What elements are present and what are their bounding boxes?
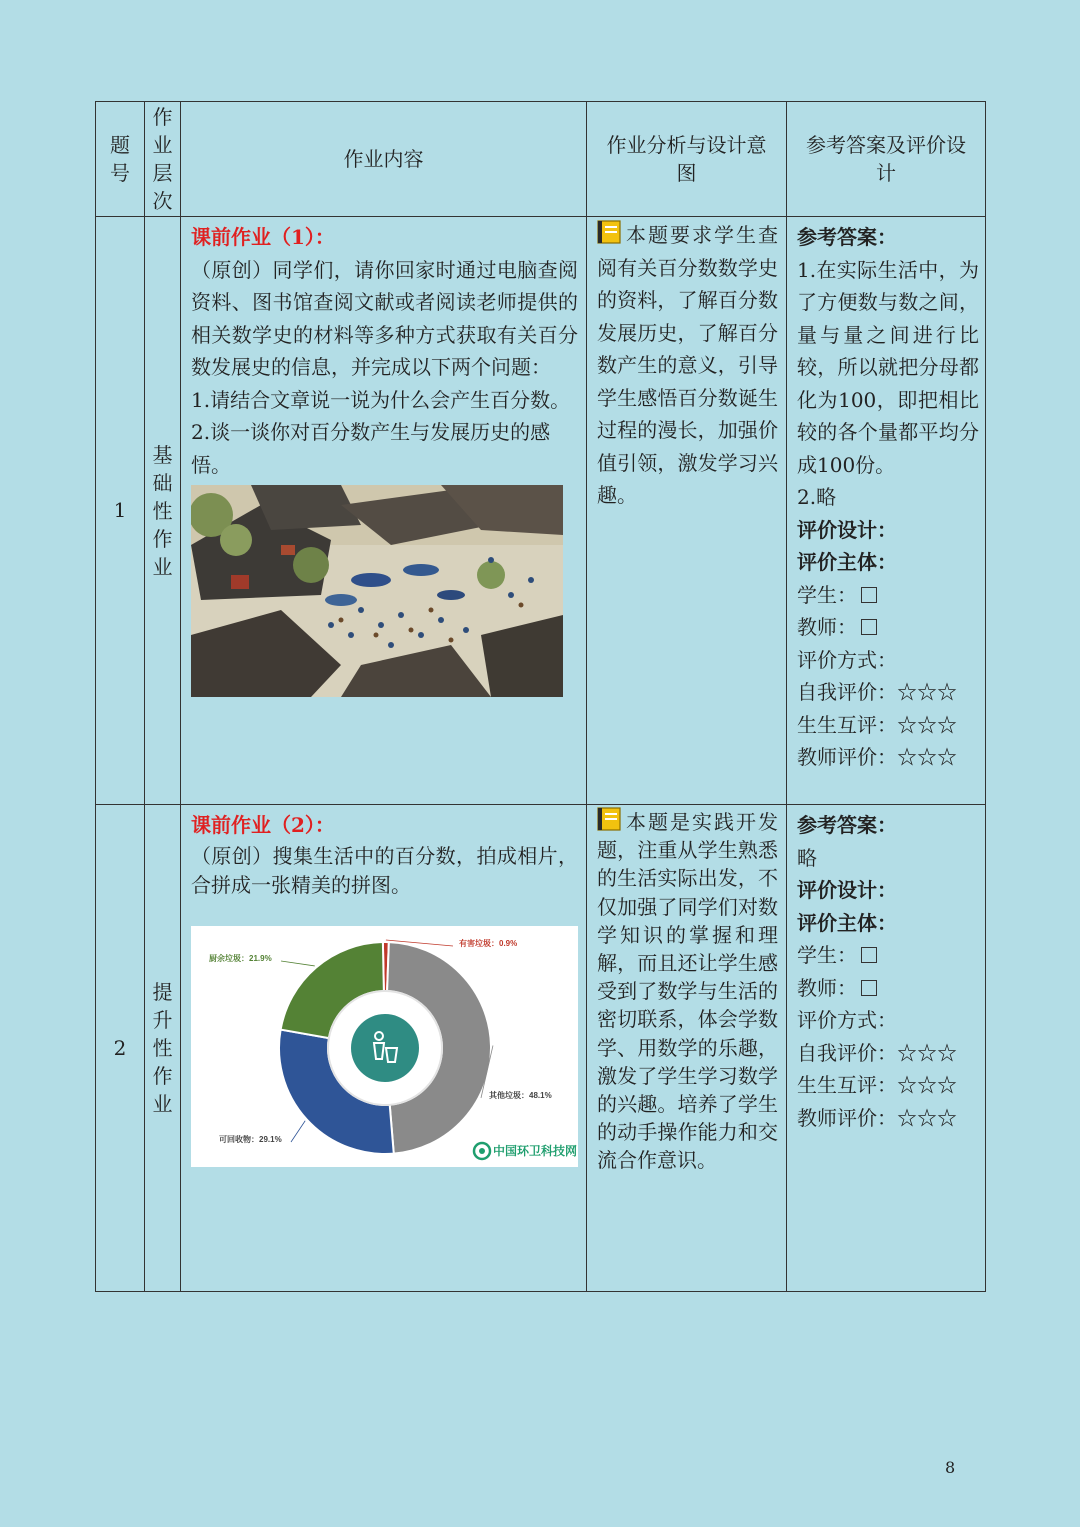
page-number: 8 xyxy=(945,1458,956,1477)
analysis-text: 本题是实践开发题，注重从学生熟悉的生活实际出发，不仅加强了同学们对数学知识的掌握和理解，而且还让学生感受到了数学与生活的密切联系，体会学数学、用数学的乐趣，激发了学生学习数学的兴趣。培养了学生的动手操作能力和交流合作意识。 xyxy=(597,810,778,1173)
student-checkbox[interactable] xyxy=(861,587,877,603)
row-content xyxy=(181,217,587,805)
row-content xyxy=(181,805,587,1292)
stacked-text: 作 业 层 次 xyxy=(152,105,173,213)
header-level xyxy=(145,102,181,217)
answer-2: 2.略 xyxy=(797,485,837,509)
eval-student: 学生： xyxy=(797,579,979,612)
question-2: 2.谈一谈你对百分数产生与发展历史的感悟。 xyxy=(191,420,551,477)
assignment-intro: （原创）搜集生活中的百分数，拍成相片，合拼成一张精美的拼图。 xyxy=(191,843,578,897)
row-answer xyxy=(787,217,986,805)
stacked-text: 提 升 性 作 业 xyxy=(152,980,173,1116)
pie-label: 可回收物：29.1% xyxy=(219,1134,282,1144)
teacher-eval: 教师评价：☆☆☆ xyxy=(797,745,957,769)
answer-title: 参考答案： xyxy=(797,813,897,837)
stacked-text: 题 号 xyxy=(110,133,130,185)
analysis-text: 本题要求学生查阅有关百分数数学史的资料，了解百分数发展历史，了解百分数产生的意义，引导学生感悟百分数诞生过程的漫长，加强价值引领，激发学习兴趣。 xyxy=(597,223,778,507)
row-analysis xyxy=(587,805,787,1292)
qingming-painting-image xyxy=(191,485,578,707)
garbage-pie-chart xyxy=(191,926,578,1177)
peer-eval: 生生互评：☆☆☆ xyxy=(797,712,957,737)
pie-label: 其他垃圾：48.1% xyxy=(489,1090,552,1100)
student-checkbox[interactable] xyxy=(861,947,877,963)
homework-table xyxy=(95,101,986,1292)
teacher-checkbox[interactable] xyxy=(861,619,877,635)
notebook-icon xyxy=(597,807,621,831)
self-eval: 自我评价：☆☆☆ xyxy=(797,1040,957,1065)
table-row xyxy=(96,217,986,805)
peer-eval: 生生互评：☆☆☆ xyxy=(797,1073,957,1097)
table-row xyxy=(96,805,986,1292)
row-level xyxy=(145,805,181,1292)
answer-text: 1.在实际生活中，为了方便数与数之间，量与量之间进行比较，所以就把分母都化为100，即把相比较的各个量都平均分成100份。 xyxy=(797,257,979,477)
watermark-logo xyxy=(474,1143,577,1159)
row-answer xyxy=(787,805,986,1292)
teacher-eval: 教师评价：☆☆☆ xyxy=(797,1105,957,1130)
teacher-checkbox[interactable] xyxy=(861,980,877,996)
row-analysis xyxy=(587,217,787,805)
notebook-icon xyxy=(597,220,621,244)
eval-teacher: 教师： xyxy=(797,611,979,644)
row-num: 1 xyxy=(96,217,145,805)
header-analysis: 作业分析与设计意图 xyxy=(587,102,787,217)
assignment-title: 课前作业（2）： xyxy=(191,813,335,837)
eval-subject: 评价主体： xyxy=(797,550,897,574)
eval-subject: 评价主体： xyxy=(797,910,897,935)
assignment-title: 课前作业（1）： xyxy=(191,225,335,249)
assignment-intro: （原创）同学们，请你回家时通过电脑查阅资料、图书馆查阅文献或者阅读老师提供的相关数学史的材料等多种方式获取有关百分数发展史的信息，并完成以下两个问题： xyxy=(191,257,578,379)
eval-design: 评价设计： xyxy=(797,517,897,542)
pie-label: 厨余垃圾：21.9% xyxy=(209,953,272,963)
pie-label: 有害垃圾：0.9% xyxy=(459,938,518,948)
header-num xyxy=(96,102,145,217)
header-row xyxy=(96,102,986,217)
row-num: 2 xyxy=(96,805,145,1292)
eval-teacher: 教师： xyxy=(797,972,979,1005)
question-1: 1.请结合文章说一说为什么会产生百分数。 xyxy=(191,387,571,412)
row-level xyxy=(145,217,181,805)
answer-text: 略 xyxy=(797,845,817,870)
answer-title: 参考答案： xyxy=(797,225,897,249)
pie-leader-line xyxy=(281,961,315,966)
header-answer: 参考答案及评价设计 xyxy=(787,102,986,217)
header-content: 作业内容 xyxy=(181,102,587,217)
svg-text:中国环卫科技网: 中国环卫科技网 xyxy=(493,1143,578,1158)
eval-student: 学生： xyxy=(797,939,979,972)
pie-leader-line xyxy=(291,1120,305,1141)
eval-design: 评价设计： xyxy=(797,878,897,902)
stacked-text: 基 础 性 作 业 xyxy=(152,442,173,579)
eval-method: 评价方式： xyxy=(797,1008,897,1032)
self-eval: 自我评价：☆☆☆ xyxy=(797,680,957,704)
eval-method: 评价方式： xyxy=(797,647,897,672)
